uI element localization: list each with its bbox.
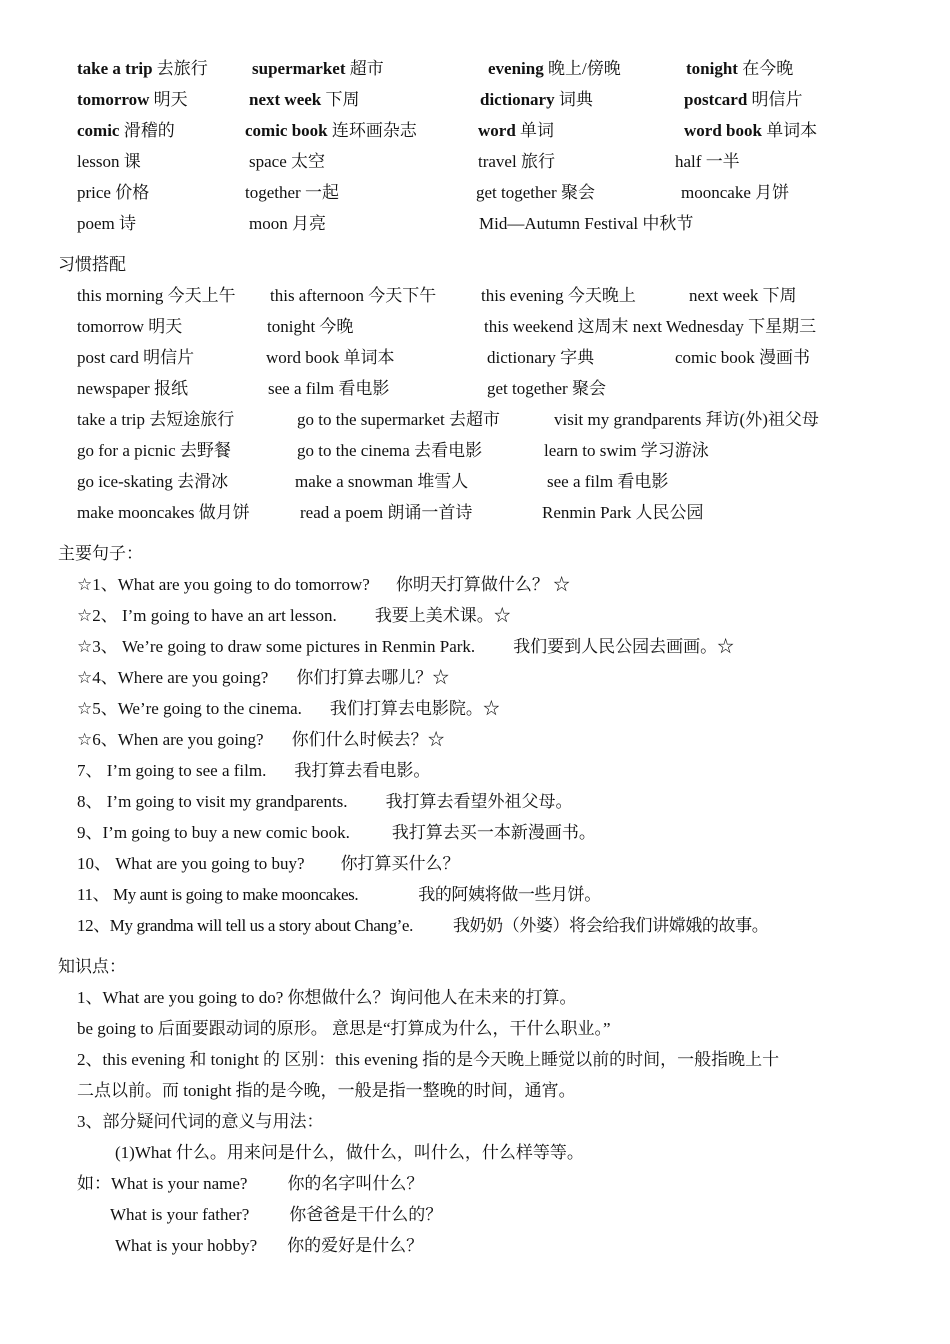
vocab-item: comic book 连环画杂志	[245, 121, 417, 140]
phrase-row	[0, 343, 950, 373]
vocab-row-1	[0, 54, 950, 84]
phrase-item: read a poem 朗诵一首诗	[300, 503, 473, 522]
vocab-item: Mid—Autumn Festival 中秋节	[479, 214, 694, 233]
vocab-row-5	[0, 178, 950, 208]
knowledge-line: 1、What are you going to do? 你想做什么？询问他人在未来的打算。	[77, 988, 577, 1007]
phrase-item: post card 明信片	[77, 348, 195, 367]
sentence-line: ☆1、What are you going to do tomorrow? 你明天打算做什么？ ☆	[77, 575, 571, 594]
phrase-item: get together 聚会	[487, 379, 606, 398]
phrase-row	[0, 281, 950, 311]
phrase-item: make a snowman 堆雪人	[295, 472, 469, 491]
phrase-item: see a film 看电影	[268, 379, 390, 398]
vocab-row-2	[0, 85, 950, 115]
phrase-item: learn to swim 学习游泳	[544, 441, 709, 460]
sentence-line: 10、 What are you going to buy? 你打算买什么？	[77, 854, 460, 873]
phrase-row	[0, 498, 950, 528]
sentence-line: ☆6、When are you going? 你们什么时候去？☆	[77, 730, 445, 749]
sentence-line: ☆3、 We’re going to draw some pictures in Renmin Park. 我们要到人民公园去画画。☆	[77, 637, 735, 656]
vocab-item: moon 月亮	[249, 214, 326, 233]
sentence-line: ☆5、We’re going to the cinema. 我们打算去电影院。☆	[77, 699, 500, 718]
phrase-item: tomorrow 明天	[77, 317, 183, 336]
phrase-row	[0, 312, 950, 342]
vocab-item: poem 诗	[77, 214, 137, 233]
vocab-item: take a trip 去旅行	[77, 59, 208, 78]
sentences-heading: 主要句子：	[58, 544, 143, 563]
vocab-row-3	[0, 116, 950, 146]
knowledge-line: be going to 后面要跟动词的原形。 意思是“打算成为什么，干什么职业。”	[77, 1019, 611, 1038]
phrase-row	[0, 436, 950, 466]
phrase-row	[0, 467, 950, 497]
knowledge-line: 3、部分疑问代词的意义与用法：	[77, 1112, 324, 1131]
knowledge-line: 2、this evening 和 tonight 的 区别：this evening 指的是今天晚上睡觉以前的时间，一般指晚上十	[77, 1050, 780, 1069]
vocab-item: word 单词	[478, 121, 555, 140]
phrase-item: this weekend 这周末 next Wednesday 下星期三	[484, 317, 817, 336]
example-line: What is your father? 你爸爸是干什么的？	[110, 1205, 443, 1224]
phrase-item: comic book 漫画书	[675, 348, 811, 367]
sentence-line: ☆2、 I’m going to have an art lesson. 我要上美术课。☆	[77, 606, 511, 625]
vocab-item: word book 单词本	[684, 121, 818, 140]
vocab-row-6	[0, 209, 950, 239]
phrase-item: make mooncakes 做月饼	[77, 503, 250, 522]
vocab-item: get together 聚会	[476, 183, 595, 202]
phrase-item: dictionary 字典	[487, 348, 595, 367]
sentence-line: 7、 I’m going to see a film. 我打算去看电影。	[77, 761, 431, 780]
vocab-item: tonight 在今晚	[686, 59, 794, 78]
phrase-item: next week 下周	[689, 286, 797, 305]
phrase-item: go to the cinema 去看电影	[297, 441, 483, 460]
sentence-line: ☆4、Where are you going? 你们打算去哪儿？☆	[77, 668, 450, 687]
phrase-item: go to the supermarket 去超市	[297, 410, 501, 429]
vocab-row-4	[0, 147, 950, 177]
phrase-item: see a film 看电影	[547, 472, 669, 491]
vocab-item: space 太空	[249, 152, 326, 171]
example-line: 如：What is your name? 你的名字叫什么？	[77, 1174, 424, 1193]
vocab-item: tomorrow 明天	[77, 90, 188, 109]
vocab-item: supermarket 超市	[252, 59, 384, 78]
vocab-item: lesson 课	[77, 152, 141, 171]
phrase-item: this afternoon 今天下午	[270, 286, 437, 305]
vocab-item: evening 晚上/傍晚	[488, 59, 621, 78]
vocab-item: price 价格	[77, 183, 150, 202]
vocab-item: postcard 明信片	[684, 90, 803, 109]
vocab-item: mooncake 月饼	[681, 183, 790, 202]
vocab-item: comic 滑稽的	[77, 121, 175, 140]
phrase-row	[0, 374, 950, 404]
vocab-item: together 一起	[245, 183, 339, 202]
sentence-line: 9、I’m going to buy a new comic book. 我打算去买一本新漫画书。	[77, 823, 596, 842]
phrase-item: tonight 今晚	[267, 317, 354, 336]
phrase-item: go ice-skating 去滑冰	[77, 472, 229, 491]
phrase-item: take a trip 去短途旅行	[77, 410, 235, 429]
phrase-item: visit my grandparents 拜访(外)祖父母	[554, 410, 819, 429]
phrase-item: go for a picnic 去野餐	[77, 441, 231, 460]
knowledge-line: (1)What 什么。用来问是什么，做什么，叫什么，什么样等等。	[115, 1143, 584, 1162]
vocab-item: dictionary 词典	[480, 90, 593, 109]
phrase-item: word book 单词本	[266, 348, 395, 367]
knowledge-heading: 知识点：	[58, 957, 126, 976]
knowledge-line: 二点以前。而 tonight 指的是今晚，一般是指一整晚的时间，通宵。	[77, 1081, 576, 1100]
phrases-heading: 习惯搭配	[58, 255, 126, 274]
vocab-item: half 一半	[675, 152, 740, 171]
phrase-item: this morning 今天上午	[77, 286, 236, 305]
vocab-item: travel 旅行	[478, 152, 555, 171]
phrase-row	[0, 405, 950, 435]
phrase-item: newspaper 报纸	[77, 379, 188, 398]
sentence-line: 12、My grandma will tell us a story about Chang’e. 我奶奶（外婆）将会给我们讲嫦娥的故事。	[77, 916, 769, 935]
sentence-line: 8、 I’m going to visit my grandparents. 我打算去看望外祖父母。	[77, 792, 573, 811]
sentence-line: 11、 My aunt is going to make mooncakes. 我的阿姨将做一些月饼。	[77, 885, 601, 904]
phrase-item: this evening 今天晚上	[481, 286, 636, 305]
example-line: What is your hobby? 你的爱好是什么？	[115, 1236, 424, 1255]
phrase-item: Renmin Park 人民公园	[542, 503, 704, 522]
vocab-item: next week 下周	[249, 90, 360, 109]
